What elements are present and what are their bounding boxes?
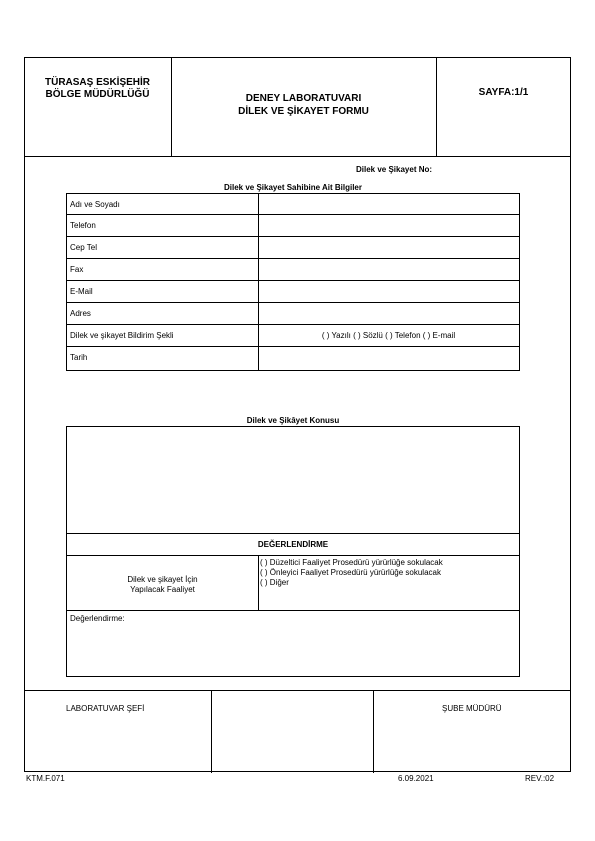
action-label xyxy=(67,575,258,595)
action-row xyxy=(67,555,519,611)
form-title-line1: DENEY LABORATUVARI xyxy=(245,93,362,104)
table-row xyxy=(66,237,520,259)
evaluation-comment-label: Değerlendirme: xyxy=(70,614,125,623)
table-row xyxy=(66,347,520,371)
page-number: SAYFA:1/1 xyxy=(478,87,529,98)
form-title xyxy=(171,92,436,118)
option-corrective-action[interactable]: ( ) Düzeltici Faaliyet Prosedürü yürürlüğe sokulacak xyxy=(260,558,443,567)
complaint-number-label: Dilek ve Şikayet No: xyxy=(356,165,433,174)
subject-box[interactable] xyxy=(66,426,520,534)
option-preventive-action[interactable]: ( ) Önleyici Faaliyet Prosedürü yürürlüğe sokulacak xyxy=(260,568,441,577)
table-row xyxy=(66,215,520,237)
table-row xyxy=(66,281,520,303)
org-name-line1: TÜRASAŞ ESKİŞEHİR xyxy=(44,77,150,88)
form-title-line2: DİLEK VE ŞİKAYET FORMU xyxy=(238,106,369,117)
field-label-name: Adı ve Soyadı xyxy=(70,200,120,209)
field-value-notification-method[interactable]: ( ) Yazılı ( ) Sözlü ( ) Telefon ( ) E-mail xyxy=(321,331,456,340)
field-label-notification-method: Dilek ve şikayet Bildirim Şekli xyxy=(70,331,174,340)
branch-manager-label: ŞUBE MÜDÜRÜ xyxy=(442,704,502,713)
action-row-divider xyxy=(258,555,259,611)
form-date: 6.09.2021 xyxy=(398,774,434,783)
form-revision: REV.:02 xyxy=(525,774,555,783)
org-name-line2: BÖLGE MÜDÜRLÜĞÜ xyxy=(45,89,150,100)
header xyxy=(24,57,571,157)
option-other[interactable]: ( ) Diğer xyxy=(260,578,289,587)
field-label-address: Adres xyxy=(70,309,91,318)
evaluation-title: DEĞERLENDİRME xyxy=(257,540,329,549)
lab-chief-label: LABORATUVAR ŞEFİ xyxy=(66,704,145,713)
form-code: KTM.F.071 xyxy=(26,774,65,783)
field-label-date: Tarih xyxy=(70,353,88,362)
signature-divider-2 xyxy=(373,691,374,773)
field-label-mobile: Cep Tel xyxy=(70,243,97,252)
action-label-line1: Dilek ve şikayet İçin xyxy=(127,575,198,584)
table-row xyxy=(66,193,520,215)
evaluation-block xyxy=(66,533,520,677)
field-label-phone: Telefon xyxy=(70,221,96,230)
owner-section-title: Dilek ve Şikayet Sahibine Ait Bilgiler xyxy=(224,183,362,192)
table-row xyxy=(66,259,520,281)
middle-signature-box[interactable] xyxy=(212,691,373,773)
header-divider-2 xyxy=(436,57,437,157)
field-label-email: E-Mail xyxy=(70,287,93,296)
action-options xyxy=(260,558,519,588)
table-row xyxy=(66,325,520,347)
action-label-line2: Yapılacak Faaliyet xyxy=(130,585,195,594)
field-label-fax: Fax xyxy=(70,265,84,274)
signature-section xyxy=(24,690,571,772)
table-row xyxy=(66,303,520,325)
subject-section-title: Dilek ve Şikâyet Konusu xyxy=(246,416,340,425)
org-name xyxy=(24,77,171,101)
